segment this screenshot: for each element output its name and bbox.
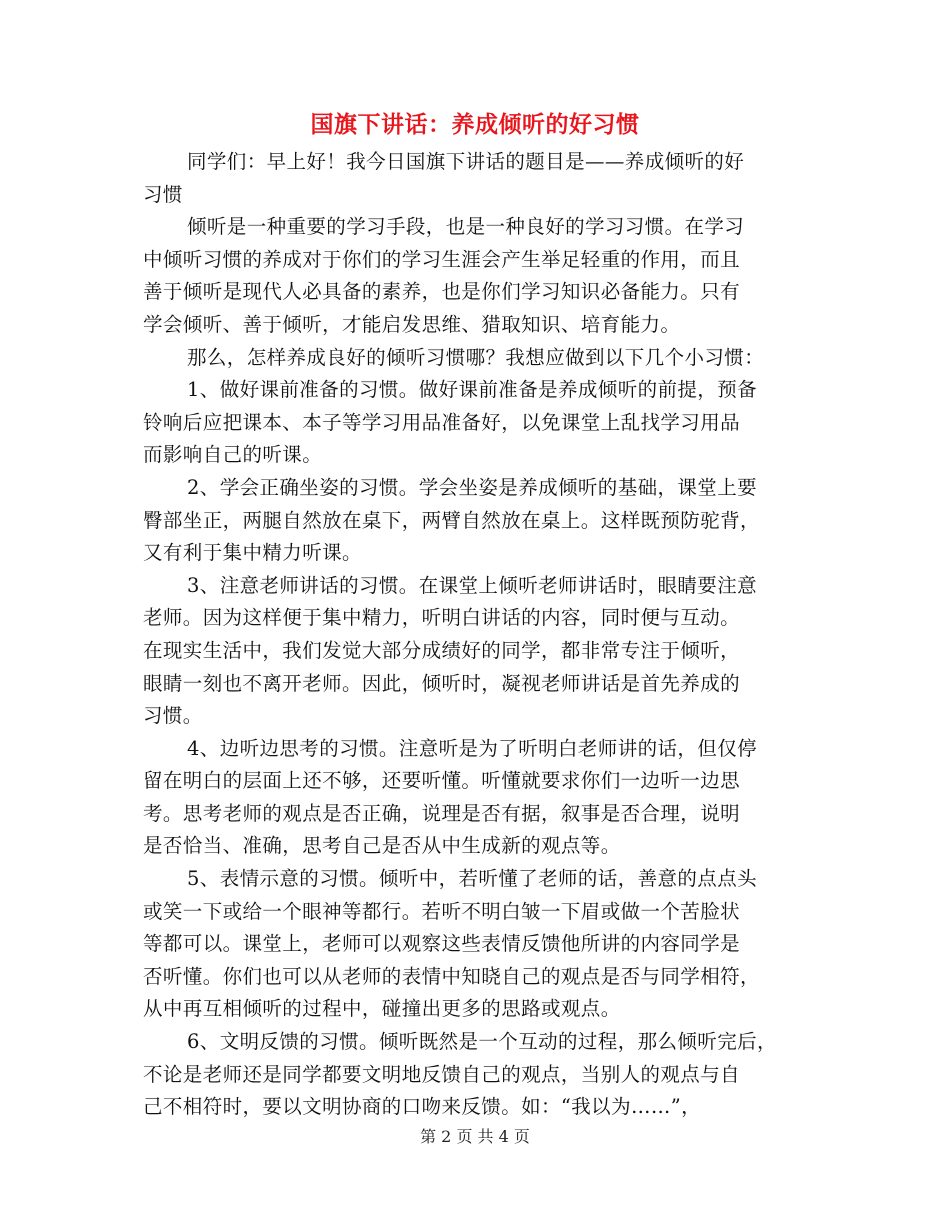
text-line: 眼睛一刻也不离开老师。因此，倾听时，凝视老师讲话是首先养成的 [143,671,741,695]
text-line: 同学们：早上好！我今日国旗下讲话的题目是——养成倾听的好 [187,150,745,173]
text-line: 臀部坐正，两腿自然放在桌下，两臂自然放在桌上。这样既预防驼背， [143,508,760,532]
text-line: 4、边听边思考的习惯。注意听是为了听明白老师讲的话，但仅停 [187,736,758,760]
text-line: 那么，怎样养成良好的倾听习惯哪？我想应做到以下几个小习惯： [187,345,765,369]
document-title: 国旗下讲话：养成倾听的好习惯 [310,112,640,138]
text-line: 考。思考老师的观点是否正确，说理是否有据，叙事是否合理，说明 [143,801,741,825]
text-line: 5、表情示意的习惯。倾听中，若听懂了老师的话，善意的点点头 [187,867,758,891]
text-line: 习惯。 [143,704,203,728]
text-line: 中倾听习惯的养成对于你们的学习生涯会产生举足轻重的作用，而且 [143,247,741,271]
document-body [143,146,823,1124]
text-line: 等都可以。课堂上，老师可以观察这些表情反馈他所讲的内容同学是 [143,932,741,956]
text-line: 或笑一下或给一个眼神等都行。若听不明白皱一下眉或做一个苦脸状 [143,899,741,923]
text-line: 己不相符时，要以文明协商的口吻来反馈。如：“我以为……”， [143,1095,702,1119]
text-line: 1、做好课前准备的习惯。做好课前准备是养成倾听的前提，预备 [187,378,758,402]
text-line: 在现实生活中，我们发觉大部分成绩好的同学，都非常专注于倾听， [143,638,741,662]
text-line: 2、学会正确坐姿的习惯。学会坐姿是养成倾听的基础，课堂上要 [187,475,758,499]
text-line: 3、注意老师讲话的习惯。在课堂上倾听老师讲话时，眼睛要注意 [187,573,758,597]
text-line: 否听懂。你们也可以从老师的表情中知晓自己的观点是否与同学相符， [143,964,760,988]
text-line: 从中再互相倾听的过程中，碰撞出更多的思路或观点。 [143,997,621,1021]
text-line: 又有利于集中精力听课。 [143,541,362,565]
text-line: 铃响后应把课本、本子等学习用品准备好，以免课堂上乱找学习用品 [143,410,741,434]
page-footer: 第 2 页 共 4 页 [420,1127,530,1146]
text-line: 而影响自己的听课。 [143,443,323,467]
text-line: 习惯 [143,182,183,206]
text-line: 倾听是一种重要的学习手段，也是一种良好的学习习惯。在学习 [187,215,745,239]
text-line: 善于倾听是现代人必具备的素养，也是你们学习知识必备能力。只有 [143,280,741,304]
text-line: 6、文明反馈的习惯。倾听既然是一个互动的过程，那么倾听完后， [187,1030,777,1054]
text-line: 留在明白的层面上还不够，还要听懂。听懂就要求你们一边听一边思 [143,769,741,793]
text-line: 学会倾听、善于倾听，才能启发思维、猎取知识、培育能力。 [143,312,681,336]
text-line: 老师。因为这样便于集中精力，听明白讲话的内容，同时便与互动。 [143,606,741,630]
text-line: 是否恰当、准确，思考自己是否从中生成新的观点等。 [143,834,621,858]
text-line: 不论是老师还是同学都要文明地反馈自己的观点，当别人的观点与自 [143,1062,741,1086]
